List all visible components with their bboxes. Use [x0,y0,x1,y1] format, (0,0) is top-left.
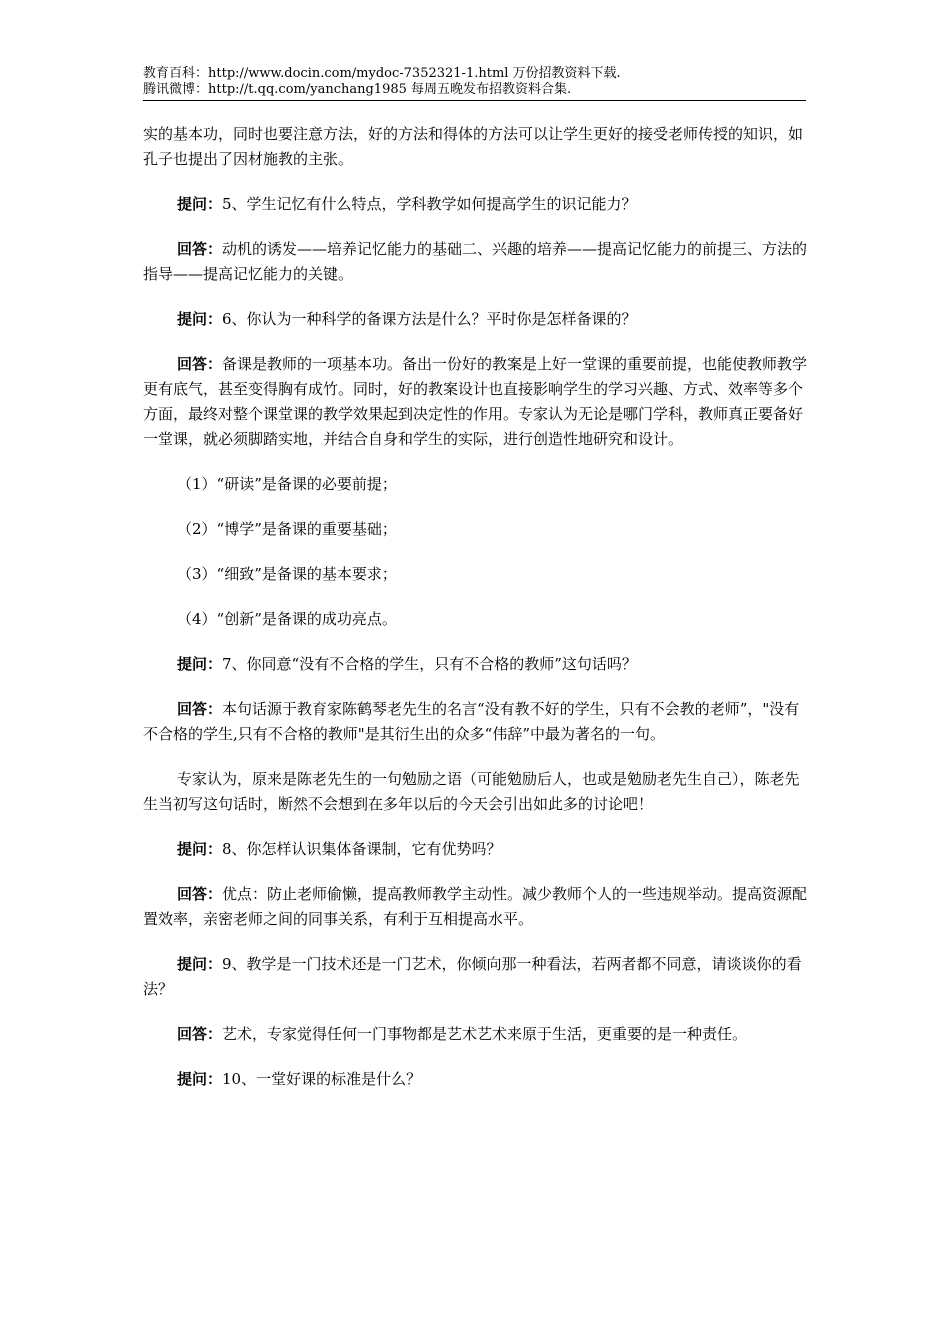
question-9 [143,952,813,1002]
list-item: （4）“创新”是备课的成功亮点。 [177,610,397,628]
question-label: 提问： [177,310,223,328]
question-label: 提问： [177,195,223,213]
question-6 [143,307,813,332]
answer-text: 动机的诱发——培养记忆能力的基础二、兴趣的培养——提高记忆能力的前提三、方法的指导——提高记忆能力的关键。 [143,240,808,283]
answer-7-continued: 专家认为，原来是陈老先生的一句勉励之语（可能勉励后人，也或是勉励老先生自己），陈老先生当初写这句话时，断然不会想到在多年以后的今天会引出如此多的讨论吧！ [143,770,800,813]
question-label: 提问： [177,955,223,973]
question-text: 10、一堂好课的标准是什么？ [222,1070,422,1088]
header-line-weibo: 腾讯微博：http://t.qq.com/yanchang1985 每周五晚发布招教资料合集. [143,82,572,97]
answer-text: 优点：防止老师偷懒，提高教师教学主动性。减少教师个人的一些违规举动。提高资源配置效率，亲密老师之间的同事关系，有利于互相提高水平。 [143,885,808,928]
answer-label: 回答： [177,700,223,718]
answer-text: 本句话源于教育家陈鹤琴老先生的名言“没有教不好的学生，只有不会教的老师”，"没有不合格的学生,只有不合格的教师"是其衍生出的众多“伟辞”中最为著名的一句。 [143,700,800,743]
list-item: （1）“研读”是备课的必要前提； [177,475,397,493]
answer-label: 回答： [177,885,223,903]
question-label: 提问： [177,840,223,858]
list-item: （2）“博学”是备课的重要基础； [177,520,397,538]
answer-8 [143,882,813,932]
question-label: 提问： [177,655,223,673]
question-text: 8、你怎样认识集体备课制，它有优势吗？ [222,840,502,858]
answer-6 [143,352,813,452]
question-text: 6、你认为一种科学的备课方法是什么？平时你是怎样备课的？ [222,310,637,328]
answer-text: 艺术，专家觉得任何一门事物都是艺术艺术来原于生活，更重要的是一种责任。 [222,1025,748,1043]
document-body [143,122,813,1112]
answer-label: 回答： [177,1025,223,1043]
intro-paragraph: 实的基本功，同时也要注意方法，好的方法和得体的方法可以让学生更好的接受老师传授的知识，如孔子也提出了因材施教的主张。 [143,125,804,168]
question-label: 提问： [177,1070,223,1088]
list-item: （3）“细致”是备课的基本要求； [177,565,397,583]
question-5 [143,192,813,217]
answer-9 [143,1022,813,1047]
answer-label: 回答： [177,240,223,258]
answer-7 [143,697,813,747]
question-8 [143,837,813,862]
question-text: 5、学生记忆有什么特点，学科教学如何提高学生的识记能力？ [222,195,637,213]
answer-5 [143,237,813,287]
question-text: 9、教学是一门技术还是一门艺术，你倾向那一种看法，若两者都不同意，请谈谈你的看法？ [143,955,802,998]
page-header [143,66,806,101]
question-7 [143,652,813,677]
answer-label: 回答： [177,355,223,373]
header-line-encyclopedia: 教育百科：http://www.docin.com/mydoc-7352321-1.html 万份招教资料下载. [143,66,621,81]
question-text: 7、你同意“没有不合格的学生，只有不合格的教师”这句话吗？ [222,655,637,673]
question-10 [143,1067,813,1092]
answer-text: 备课是教师的一项基本功。备出一份好的教案是上好一堂课的重要前提，也能使教师教学更有底气，甚至变得胸有成竹。同时，好的教案设计也直接影响学生的学习兴趣、方式、效率等多个方面，最终对整个课堂课的教学效果起到决定性的作用。专家认为无论是哪门学科，教师真正要备好一堂课，就必须脚踏实地，并结合自身和学生的实际，进行创造性地研究和设计。 [143,355,808,448]
